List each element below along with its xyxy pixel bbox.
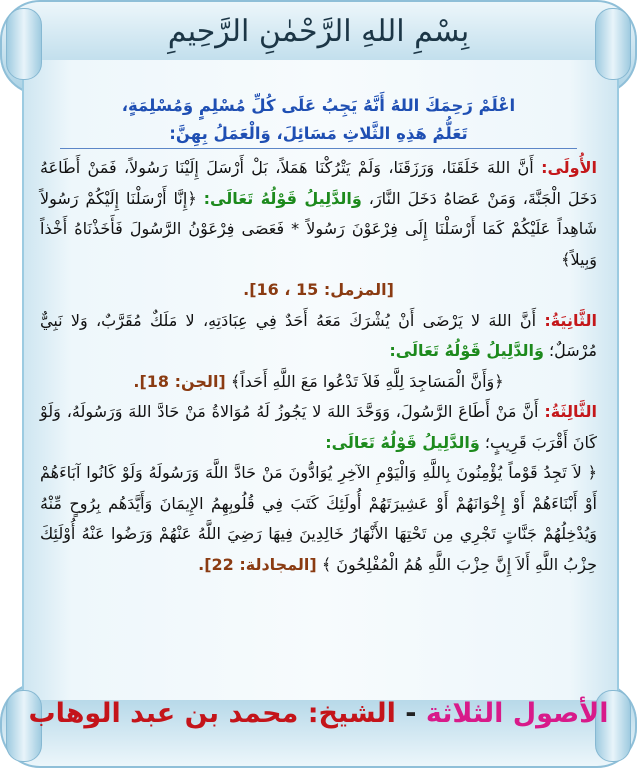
intro-line-2: تَعَلُّمُ هَذِهِ الثَّلاثِ مَسَائِلَ، وَالْعَمَلُ بِهِنَّ: (169, 124, 468, 143)
first-ref-line (40, 275, 597, 306)
third-heading: الثَّالِثَةُ: (544, 402, 597, 421)
first-heading: الأُولَى: (541, 158, 598, 177)
footer-separator: - (405, 698, 417, 729)
second-verse: ﴿وَأَنَّ الْمَسَاجِدَ لِلَّهِ فَلاَ تَدْعُوا مَعَ اللَّهِ أَحَداً﴾ (230, 371, 504, 391)
second-principle (40, 306, 597, 367)
second-ref: [الجن: 18]. (133, 371, 226, 391)
first-principle (40, 153, 597, 275)
second-text: أَنَّ اللهَ لا يَرْضَى أَنْ يُشْرَكَ مَعَهُ أَحَدٌ فِي عِبَادَتِهِ، لا مَلَكٌ مُقَرَّبٌ، وَلا نَبِيٌّ مُرْسَلٌ؛ (40, 310, 597, 360)
third-verse: ﴿ لاَ تَجِدُ قَوْماً يُؤْمِنُونَ بِاللَّهِ وَالْيَوْمِ الآخِرِ يُوَادُّونَ مَنْ حَادَّ اللَّهَ وَرَسُولَهُ وَلَوْ كَانُوا آبَاءَهُمْ أَوْ أَبْنَاءَهُمْ أَوْ إِخْوَانَهُمْ أَوْ عَشِيرَتَهُمْ أُولَئِكَ كَتَبَ فِي قُلُوبِهِمُ الإِيمَانَ وَأَيَّدَهُم بِرُوحٍ مِّنْهُ وَيُدْخِلُهُمْ جَنَّاتٍ تَجْرِي مِن تَحْتِهَا الأَنْهَارُ خَالِدِينَ فِيهَا رَضِيَ اللَّهُ عَنْهُمْ وَرَضُوا عَنْهُ أُوْلَئِكَ حِزْبُ اللَّهِ أَلاَ إِنَّ حِزْبَ اللَّهِ هُمُ الْمُفْلِحُونَ ﴾ (40, 463, 597, 574)
document-body (40, 92, 597, 580)
footer-title (0, 698, 637, 729)
first-evidence-label: وَالدَّلِيلُ قَوْلُهُ تَعَالَى: (203, 188, 362, 208)
third-text: أَنَّ مَنْ أَطَاعَ الرَّسُولَ، وَوَحَّدَ اللهَ لا يَجُوزُ لَهُ مُوَالاةُ مَنْ حَادَّ اللهَ وَرَسُولَهُ، وَلَوْ كَانَ أَقْرَبَ قَرِيبٍ؛ (40, 402, 597, 452)
intro-line-1: اعْلَمْ رَحِمَكَ اللهُ أَنَّهُ يَجِبُ عَلَى كُلِّ مُسْلِمٍ وَمُسْلِمَةٍ، (121, 96, 516, 115)
first-text: أَنَّ اللهَ خَلَقَنَا، وَرَزَقَنَا، وَلَمْ يَتْرُكْنَا هَمَلاً، بَلْ أَرْسَلَ إِلَيْنَا رَسُولاً، فَمَنْ أَطَاعَهُ دَخَلَ الْجَنَّةَ، وَمَنْ عَصَاهُ دَخَلَ النَّارَ، (40, 158, 598, 208)
intro-divider (60, 148, 577, 149)
first-ref: [المزمل: 15 ، 16]. (243, 280, 394, 299)
third-verse-block (40, 458, 597, 580)
second-evidence-label: وَالدَّلِيلُ قَوْلُهُ تَعَالَى: (389, 341, 544, 360)
second-verse-line (40, 367, 597, 398)
footer-book-title: الأصول الثلاثة (425, 698, 609, 729)
second-heading: الثَّانِيَةُ: (544, 310, 597, 330)
footer-author: الشيخ: محمد بن عبد الوهاب (28, 698, 396, 729)
third-evidence-label: وَالدَّلِيلُ قَوْلُهُ تَعَالَى: (325, 432, 480, 452)
third-ref: [المجادلة: 22]. (198, 554, 317, 574)
bismillah-calligraphy: بِسْمِ اللهِ الرَّحْمٰنِ الرَّحِيمِ (167, 14, 470, 49)
third-principle (40, 397, 597, 458)
first-verse: ﴿إِنَّا أَرْسَلْنَا إِلَيْكُمْ رَسُولاً شَاهِداً عَلَيْكُمْ كَمَا أَرْسَلْنَا إِلَى فِرْعَوْنَ رَسُولاً * فَعَصَى فِرْعَوْنُ الرَّسُولَ فَأَخَذْنَاهُ أَخْذاً وَبِيلاً﴾ (40, 188, 597, 269)
